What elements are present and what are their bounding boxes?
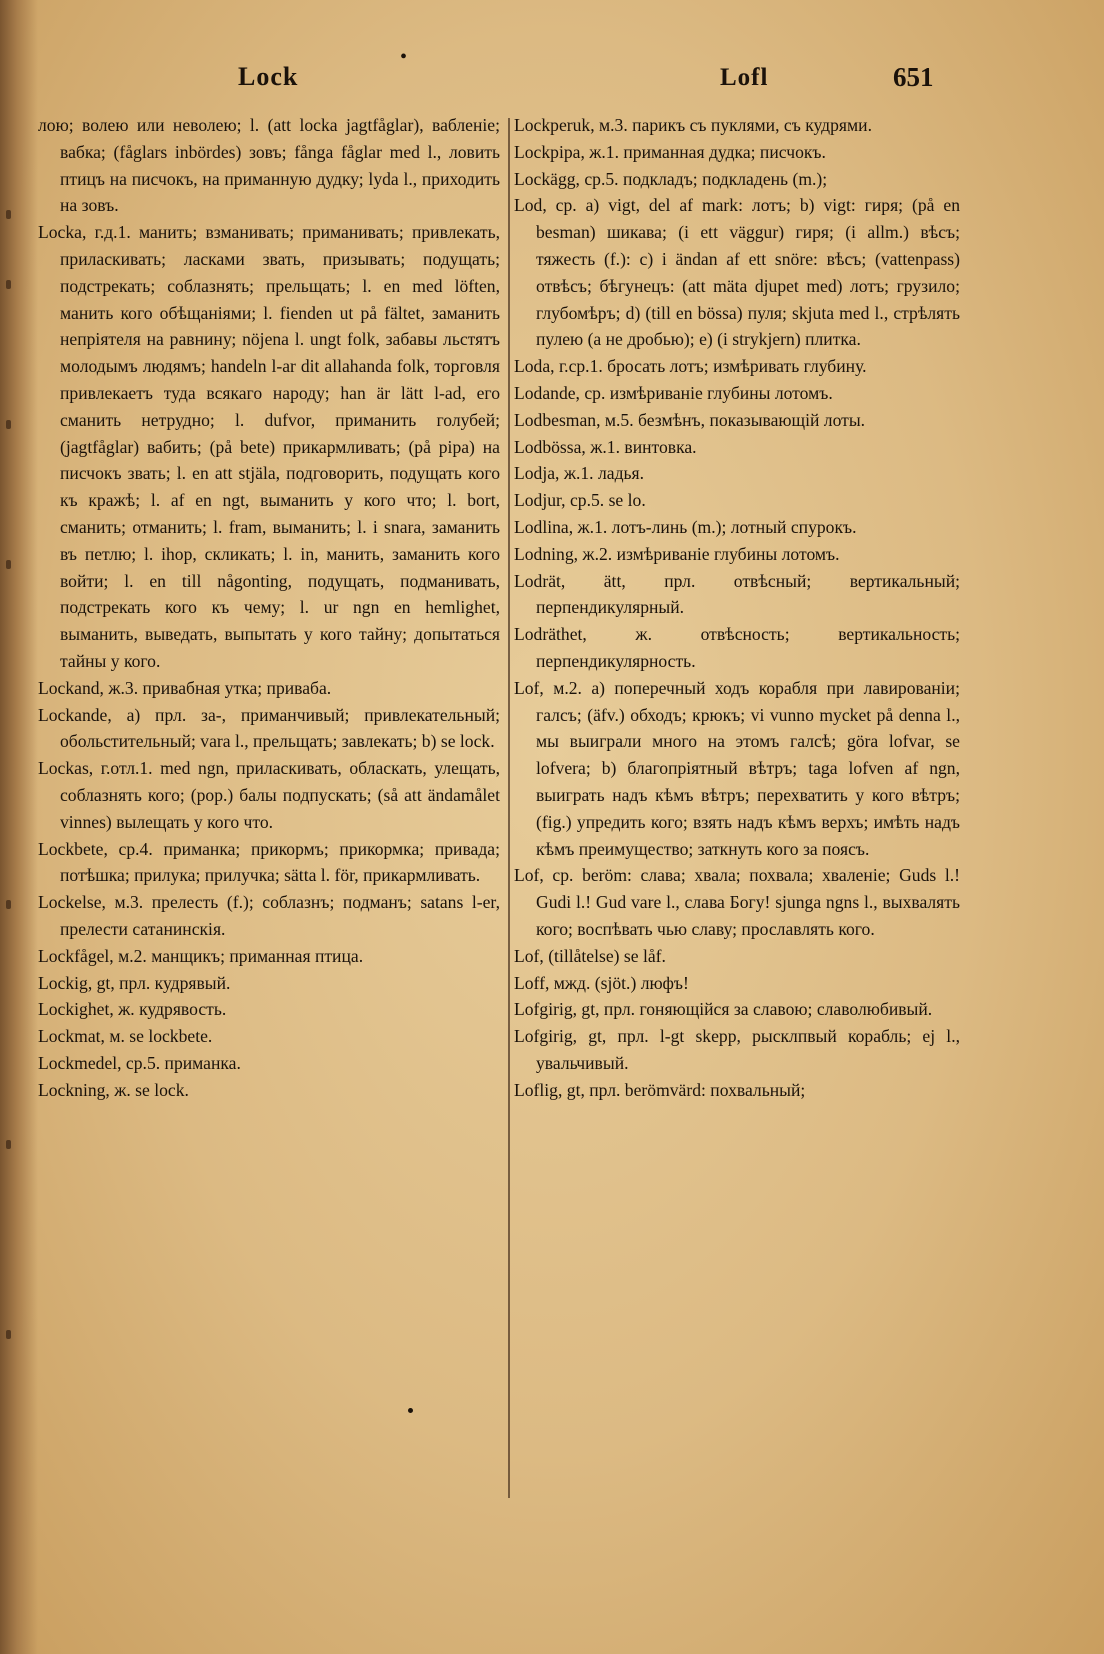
dictionary-entry: Lockperuk, м.3. парикъ съ пуклями, съ кудрями. [514, 115, 872, 135]
binding-mark [6, 210, 11, 219]
dictionary-entry: Lodning, ж.2. измѣриваніе глубины лотомъ. [514, 543, 840, 564]
dictionary-entry: Lockpipa, ж.1. приманная дудка; писчокъ. [514, 141, 826, 162]
binding-mark [6, 1330, 11, 1339]
dictionary-entry: Lof, (tillåtelse) se låf. [514, 945, 666, 966]
binding-mark [6, 280, 11, 289]
dictionary-entry: Lockighet, ж. кудрявость. [38, 999, 227, 1020]
dictionary-entry: Lodbesman, м.5. безмѣнъ, показывающій лоты. [514, 409, 866, 430]
dictionary-entry: Lofgirig, gt, прл. l-gt skepp, рысклпвый корабль; ej l., увальчивый. [514, 1026, 960, 1073]
dictionary-entry: Loda, г.ср.1. бросать лотъ; измѣривать глубину. [514, 356, 867, 377]
dictionary-entry: Lofgirig, gt, прл. гоняющійся за славою; славолюбивый. [514, 999, 933, 1020]
dictionary-entry: лою; волею или неволею; l. (att locka jagtfåglar), вабленіе; вабка; (fåglars inbördes) зовъ; fånga fåglar med l., ловить птицъ на писчокъ, на приманную дудку; lyda l., приходить на зовъ. [38, 115, 500, 216]
page-header [0, 46, 1104, 102]
header-dot: • [400, 46, 408, 68]
right-column [514, 112, 960, 1103]
left-column [38, 112, 500, 1103]
header-left-word: Lock [238, 62, 299, 91]
dictionary-entry: Lockand, ж.3. привабная утка; приваба. [38, 677, 332, 698]
page-number: 651 [893, 62, 934, 92]
header-right-word: Lofl [720, 64, 769, 91]
dictionary-entry: Lodande, ср. измѣриваніе глубины лотомъ. [514, 382, 833, 403]
dictionary-entry: Lockmedel, ср.5. приманка. [38, 1052, 241, 1073]
dictionary-entry: Lockas, г.отл.1. med ngn, приласкивать, обласкать, улещать, соблазнять кого; (pop.) балы подпускать; (så att ändamålet vinnes) вылещать у кого что. [38, 758, 500, 832]
dictionary-entry: Lockelse, м.3. прелесть (f.); соблазнъ; подманъ; satans l-er, прелести сатанинскія. [38, 892, 500, 939]
dictionary-entry: Lockfågel, м.2. манщикъ; приманная птица. [38, 945, 364, 966]
dictionary-entry: Lodja, ж.1. ладья. [514, 463, 645, 484]
dictionary-entry: Lockägg, ср.5. подкладъ; подкладень (m.); [514, 168, 828, 189]
binding-mark [6, 560, 11, 569]
dictionary-entry: Lockande, a) прл. за-, приманчивый; привлекательный; обольстительный; vara l., прельщать; завлекать; b) se lock. [38, 704, 500, 752]
dictionary-entry: Lockig, gt, прл. кудрявый. [38, 972, 231, 993]
dictionary-entry: Lodjur, ср.5. se lo. [514, 490, 646, 511]
ink-speck [408, 1408, 413, 1413]
binding-mark [6, 900, 11, 909]
dictionary-entry: Lockmat, м. se lockbete. [38, 1026, 213, 1047]
dictionary-entry: Lof, ср. beröm: слава; хвала; похвала; хваленіе; Guds l.! Gudi l.! Gud vare l., слава Богу! sjunga ngns l., выхвалять кого; воспѣвать чью славу; прославлять кого. [514, 865, 960, 939]
dictionary-entry: Locka, г.д.1. манить; взманивать; приманивать; привлекать, приласкивать; ласками звать, призывать; подущать; подстрекать; соблазнять; прельщать; l. en med löften, манить кого обѣщаніями; l. fienden ut på fältet, заманить непріятеля на равнину; nöjena l. ungt folk, забавы льстятъ молодымъ людямъ; handeln l-ar dit allahanda folk, торговля привлекаетъ туда всякаго народу; han är lätt l-ad, его сманить нетрудно; l. dufvor, приманить голубей; (jagtfåglar) вабить; (på bete) прикармливать; (på pipa) на писчокъ звать; l. en att stjäla, подговорить, подущать кого къ кражѣ; l. af en ngt, выманить у кого что; l. bort, сманить; отманить; l. fram, выманить; l. i snara, заманить въ петлю; l. ihop, скликать; l. in, манить, заманить кого войти; l. en till någonting, подущать, подманивать, подстрекать кого къ чему; l. ur ngn en hemlighet, выманить, выведать, выпытать у кого тайну; допытаться тайны у кого. [38, 222, 500, 671]
dictionary-entry: Lockbete, ср.4. приманка; прикормъ; прикормка; привада; потѣшка; прилука; прилучка; sätta l. för, прикармливать. [38, 838, 500, 886]
binding-mark [6, 420, 11, 429]
page-binding-edge [0, 0, 38, 1654]
dictionary-entry: Lockning, ж. se lock. [38, 1079, 189, 1100]
dictionary-entry: Lod, ср. a) vigt, del af mark: лотъ; b) vigt: гиря; (på en besman) шикава; (i ett väggur) гиря; (i allm.) вѣсъ; тяжесть (f.): c) i ändan af ett snöre: вѣсъ; (vattenpass) отвѣсъ; бѣгунецъ: (att mäta djupet med) лотъ; грузило; глубомѣръ; d) (till en bössa) пуля; skjuta med l., стрѣлять пулею (а не дробью); e) (i strykjern) плитка. [514, 195, 960, 350]
dictionary-entry: Lodbössa, ж.1. винтовка. [514, 436, 697, 457]
dictionary-entry: Lof, м.2. a) поперечный ходъ корабля при лавированіи; галсъ; (äfv.) обходъ; крюкъ; vi vunno mycket på denna l., мы выиграли много на этомъ галсѣ; göra lofvar, se lofvera; b) благопріятный вѣтръ; taga lofven af ngn, выиграть надъ кѣмъ вѣтръ; перехватить у кого вѣтръ; (fig.) упредить кого; взять надъ кѣмъ верхъ; имѣть надъ кѣмъ преимущество; заткнуть кого за поясъ. [514, 677, 960, 859]
column-divider [508, 118, 510, 1498]
dictionary-entry: Lodräthet, ж. отвѣсность; вертикальность; перпендикулярность. [514, 624, 960, 671]
dictionary-entry: Loff, мжд. (sjöt.) люфъ! [514, 972, 689, 993]
dictionary-entry: Lodrät, ätt, прл. отвѣсный; вертикальный; перпендикулярный. [514, 570, 960, 618]
binding-mark [6, 1140, 11, 1149]
dictionary-entry: Loflig, gt, прл. berömvärd: похвальный; [514, 1079, 806, 1100]
dictionary-entry: Lodlina, ж.1. лотъ-линь (m.); лотный спурокъ. [514, 516, 857, 537]
